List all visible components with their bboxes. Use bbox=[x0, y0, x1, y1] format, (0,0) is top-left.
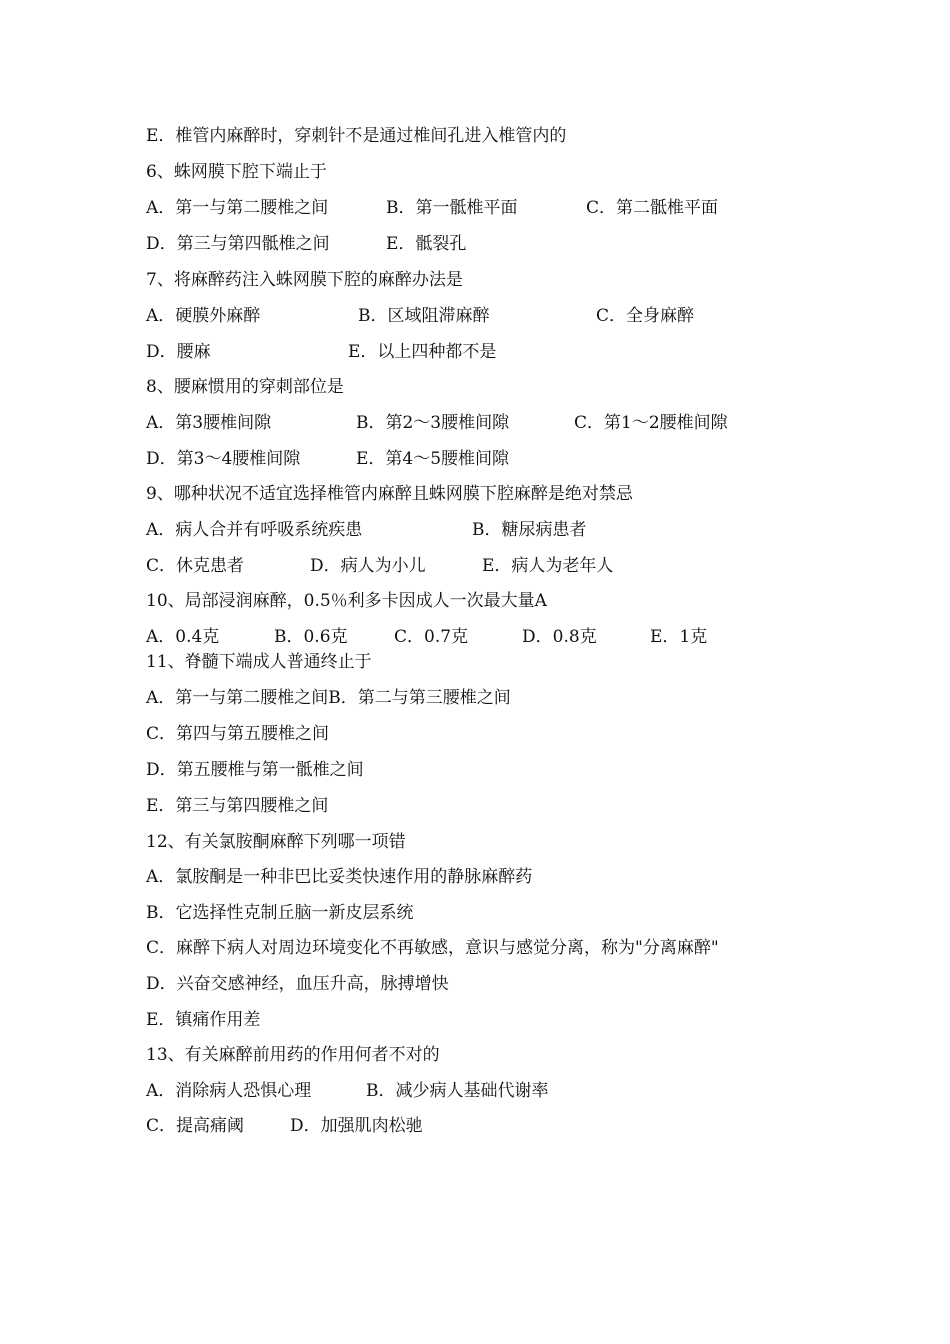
answer-option: B．第2～3腰椎间隙 bbox=[356, 413, 510, 433]
answer-option: E．骶裂孔 bbox=[386, 234, 467, 254]
answer-option: A．第一与第二腰椎之间B．第二与第三腰椎之间 bbox=[146, 688, 511, 708]
answer-option: E．以上四种都不是 bbox=[348, 342, 497, 362]
answer-option: D．加强肌肉松驰 bbox=[290, 1116, 423, 1136]
answer-option: C．全身麻醉 bbox=[596, 306, 695, 326]
question-6: 6、蛛网膜下腔下端止于 bbox=[146, 162, 327, 182]
answer-option: E．1克 bbox=[650, 627, 708, 647]
answer-option: A．病人合并有呼吸系统疾患 bbox=[146, 520, 363, 540]
answer-option: E．镇痛作用差 bbox=[146, 1010, 261, 1030]
answer-option: D．腰麻 bbox=[146, 342, 211, 362]
answer-option: A．0.4克 bbox=[146, 627, 220, 647]
answer-option: D．兴奋交感神经，血压升高，脉搏增快 bbox=[146, 974, 449, 994]
answer-option: B．减少病人基础代谢率 bbox=[366, 1081, 549, 1101]
answer-option: A．硬膜外麻醉 bbox=[146, 306, 261, 326]
answer-option: E．第三与第四腰椎之间 bbox=[146, 796, 329, 816]
question-13: 13、有关麻醉前用药的作用何者不对的 bbox=[146, 1045, 440, 1065]
answer-option: C．第四与第五腰椎之间 bbox=[146, 724, 330, 744]
answer-option: B．糖尿病患者 bbox=[472, 520, 587, 540]
answer-option: C．提高痛阈 bbox=[146, 1116, 245, 1136]
answer-option: C．0.7克 bbox=[394, 627, 469, 647]
answer-option: A．氯胺酮是一种非巴比妥类快速作用的静脉麻醉药 bbox=[146, 867, 533, 887]
answer-option: C．休克患者 bbox=[146, 556, 245, 576]
answer-option: B．它选择性克制丘脑一新皮层系统 bbox=[146, 903, 414, 923]
answer-option: D．0.8克 bbox=[522, 627, 597, 647]
answer-option: C．麻醉下病人对周边环境变化不再敏感，意识与感觉分离，称为"分离麻醉" bbox=[146, 938, 719, 958]
question-12: 12、有关氯胺酮麻醉下列哪一项错 bbox=[146, 832, 406, 852]
answer-option: C．第1～2腰椎间隙 bbox=[574, 413, 728, 433]
answer-option: A．消除病人恐惧心理 bbox=[146, 1081, 312, 1101]
answer-option: A．第一与第二腰椎之间 bbox=[146, 198, 329, 218]
answer-option: D．第三与第四骶椎之间 bbox=[146, 234, 330, 254]
answer-option: D．第3～4腰椎间隙 bbox=[146, 449, 301, 469]
question-7: 7、将麻醉药注入蛛网膜下腔的麻醉办法是 bbox=[146, 270, 463, 290]
question-11: 11、脊髓下端成人普通终止于 bbox=[146, 652, 372, 672]
answer-option: E．椎管内麻醉时，穿刺针不是通过椎间孔进入椎管内的 bbox=[146, 126, 567, 146]
answer-option: C．第二骶椎平面 bbox=[586, 198, 719, 218]
answer-option: B．第一骶椎平面 bbox=[386, 198, 518, 218]
answer-option: E．第4～5腰椎间隙 bbox=[356, 449, 510, 469]
answer-option: E．病人为老年人 bbox=[482, 556, 614, 576]
answer-option: D．第五腰椎与第一骶椎之间 bbox=[146, 760, 364, 780]
answer-option: A．第3腰椎间隙 bbox=[146, 413, 272, 433]
question-9: 9、哪种状况不适宜选择椎管内麻醉且蛛网膜下腔麻醉是绝对禁忌 bbox=[146, 484, 633, 504]
question-8: 8、腰麻惯用的穿刺部位是 bbox=[146, 377, 344, 397]
answer-option: B．区域阻滞麻醉 bbox=[358, 306, 490, 326]
question-10: 10、局部浸润麻醉，0.5％利多卡因成人一次最大量A bbox=[146, 591, 547, 611]
answer-option: B．0.6克 bbox=[274, 627, 348, 647]
answer-option: D．病人为小儿 bbox=[310, 556, 426, 576]
